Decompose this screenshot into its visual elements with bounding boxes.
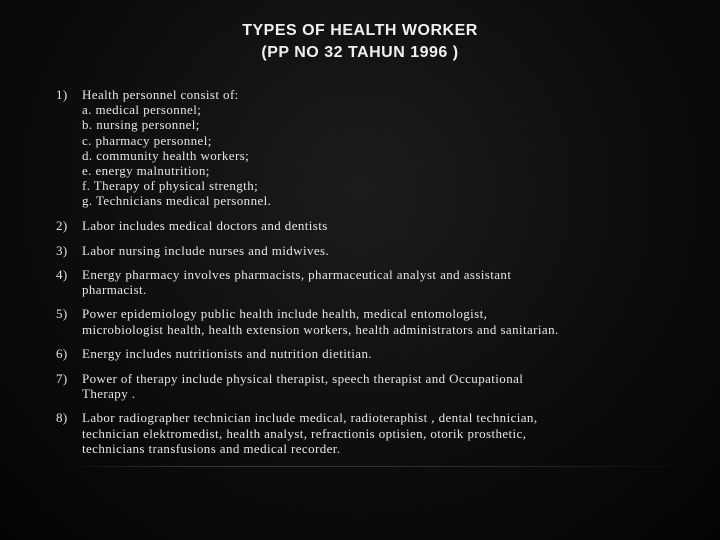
list-item-line: pharmacist. <box>82 282 147 298</box>
list-item-text <box>82 371 676 401</box>
slide-title <box>0 20 720 64</box>
list-item-line: g. Technicians medical personnel. <box>82 193 272 209</box>
list-item-line: Power epidemiology public health include health, medical entomologist, <box>82 306 488 322</box>
list-item-text <box>82 243 676 258</box>
list-item-line: b. nursing personnel; <box>82 117 200 133</box>
list-item-1 <box>56 87 676 209</box>
list-item-line: d. community health workers; <box>82 147 250 163</box>
numbered-list <box>56 87 676 456</box>
list-item-line: a. medical personnel; <box>82 102 202 118</box>
list-item-2 <box>56 218 676 233</box>
list-item-number: 1) <box>56 87 68 102</box>
list-item-text <box>82 267 676 297</box>
slide-title-line-2: (PP NO 32 TAHUN 1996 ) <box>261 44 459 61</box>
list-item-line: Power of therapy include physical therapist, speech therapist and Occupational <box>82 371 524 387</box>
list-item-line: e. energy malnutrition; <box>82 163 210 179</box>
divider-line <box>60 466 700 467</box>
list-item-3 <box>56 243 676 258</box>
list-item-text <box>82 410 676 456</box>
list-item-line: Labor radiographer technician include medical, radioteraphist , dental technician, <box>82 410 538 426</box>
list-item-line: f. Therapy of physical strength; <box>82 178 259 194</box>
list-item-number: 7) <box>56 371 68 387</box>
list-item-line: Therapy . <box>82 386 136 402</box>
list-item-line: technicians transfusions and medical recorder. <box>82 440 341 456</box>
list-item-line: Labor nursing include nurses and midwives. <box>82 242 330 258</box>
list-item-line: Energy includes nutritionists and nutrition dietitian. <box>82 345 372 361</box>
list-item-line: microbiologist health, health extension workers, health administrators and sanitarian. <box>82 321 559 337</box>
slide-title-line-1: TYPES OF HEALTH WORKER <box>242 22 478 39</box>
list-item-text <box>82 218 676 233</box>
list-item-text <box>82 346 676 361</box>
list-item-line: Labor includes medical doctors and dentists <box>82 217 328 233</box>
list-item-8 <box>56 410 676 456</box>
list-item-line: c. pharmacy personnel; <box>82 132 212 148</box>
list-item-4 <box>56 267 676 297</box>
list-item-number: 2) <box>56 217 68 233</box>
list-item-number: 5) <box>56 306 68 322</box>
list-item-number: 3) <box>56 242 68 258</box>
list-item-6 <box>56 346 676 361</box>
list-item-7 <box>56 371 676 401</box>
list-item-number: 6) <box>56 345 68 361</box>
list-item-text <box>82 306 676 336</box>
list-item-line: Health personnel consist of: <box>82 87 239 102</box>
list-item-5 <box>56 306 676 336</box>
list-item-number: 4) <box>56 267 68 283</box>
list-item-text <box>82 87 676 209</box>
list-item-line: Energy pharmacy involves pharmacists, pharmaceutical analyst and assistant <box>82 267 512 283</box>
list-item-line: technician elektromedist, health analyst, refractionis optisien, otorik prosthetic, <box>82 425 527 441</box>
list-item-number: 8) <box>56 410 68 426</box>
